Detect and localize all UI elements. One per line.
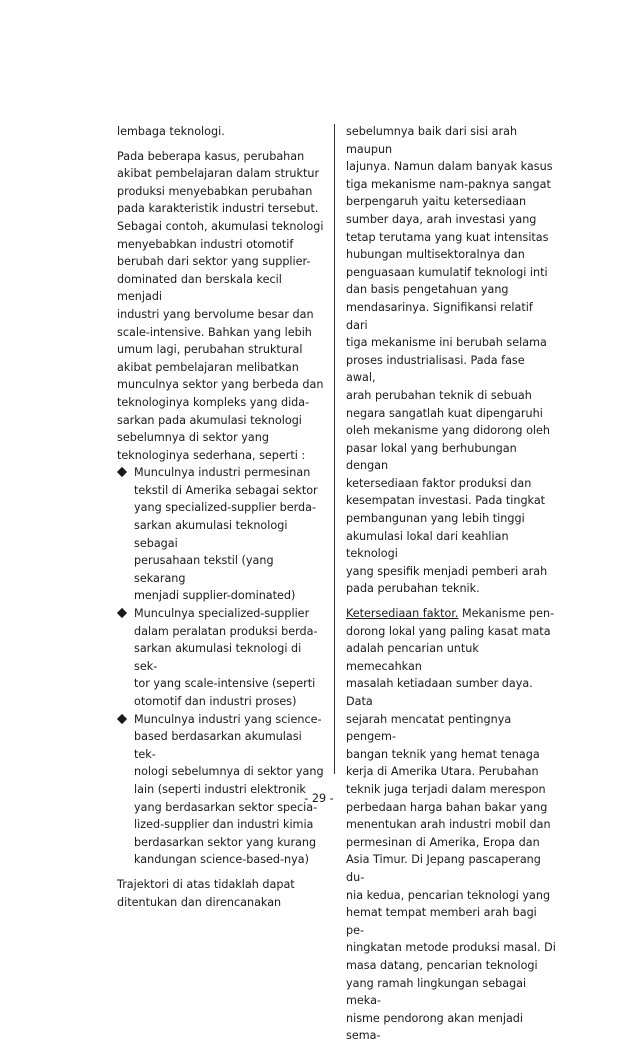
diamond-bullet-icon — [117, 608, 127, 618]
right-paragraph-1: sebelumnya baik dari sisi arah maupun lajunya. Namun dalam banyak kasus tiga mekanisme nam-paknya sangat berpengaruh yaitu ketersediaan sumber daya, arah investasi yang tetap terutama yang kuat intensitas hubungan multisektoralnya dan penguasaan kumulatif teknologi inti dan basis pengetahuan yang mendasarinya. Signifikansi relatif dari tiga mekanisme ini berubah selama proses industrialisasi. Pada fase awal, arah perubahan teknik di sebuah negara sangatlah kuat dipengaruhi oleh mekanisme yang didorong oleh pasar lokal yang berhubungan dengan ketersediaan faktor produksi dan kesempatan investasi. Pada tingkat pembangunan yang lebih tinggi akumulasi lokal dari keahlian teknologi yang spesifik menjadi pemberi arah pada perubahan teknik. — [346, 125, 553, 596]
page-number: - 29 - — [304, 792, 334, 805]
bullet-item — [117, 605, 324, 711]
diamond-bullet-icon — [117, 467, 127, 477]
bullet-text: Munculnya industri yang science- based berdasarkan akumulasi tek- nologi sebelumnya di sektor yang lain (seperti industri elektronik yang berdasarkan sektor specia- lized-supplier dan industri kimia berdasarkan sektor yang kurang kandungan science-based-nya) — [134, 712, 324, 867]
section-heading: Ketersediaan faktor. — [346, 607, 459, 621]
bullet-item — [117, 711, 324, 869]
left-paragraph-2: Pada beberapa kasus, perubahan akibat pembelajaran dalam struktur produksi menyebabkan perubahan pada karakteristik industri tersebut. Sebagai contoh, akumulasi teknologi menyebabkan industri otomotif berubah dari sektor yang supplier- dominated dan berskala kecil menjadi industri yang bervolume besar dan scale-intensive. Bahkan yang lebih umum lagi, perubahan struktural akibat pembelajaran melibatkan munculnya sektor yang berbeda dan teknologinya kompleks yang dida- sarkan pada akumulasi teknologi sebelumnya di sektor yang teknologinya sederhana, seperti : — [117, 149, 324, 462]
diamond-bullet-icon — [117, 714, 127, 724]
bullet-text: Munculnya industri permesinan tekstil di Amerika sebagai sektor yang specialized-supplier berda- sarkan akumulasi teknologi sebagai perusahaan tekstil (yang sekarang menjadi supplier-dominated) — [134, 466, 318, 603]
left-paragraph-3: Trajektori di atas tidaklah dapat ditentukan dan direncanakan — [117, 877, 295, 909]
section-heading-rest: Mekanisme pen- — [458, 607, 555, 621]
right-column — [346, 123, 556, 1045]
left-paragraph-1: lembaga teknologi. — [117, 125, 225, 138]
bullet-text: Munculnya specialized-supplier dalam peralatan produksi berda- sarkan akumulasi teknologi di sek- tor yang scale-intensive (seperti otomotif dan industri proses) — [134, 607, 318, 708]
bullet-list — [117, 464, 324, 869]
right-paragraph-2-body: dorong lokal yang paling kasat mata adalah pencarian untuk memecahkan masalah ketiadaan sumber daya. Data sejarah mencatat pentingnya pengem- bangan teknik yang hemat tenaga kerja di Amerika Utara. Perubahan teknik juga terjadi dalam merespon perbedaan harga bahan bakar yang menentukan arah industri mobil dan permesinan di Amerika, Eropa dan Asia Timur. Di Jepang pascaperang du- nia kedua, pencarian teknologi yang hemat tempat memberi arah bagi pe- ningkatan metode produksi masal. Di masa datang, pencarian teknologi yang ramah lingkungan sebagai meka- nisme pendorong akan menjadi sema- — [346, 624, 556, 1043]
right-paragraph-2 — [346, 605, 556, 1045]
column-divider — [334, 124, 335, 774]
bullet-item — [117, 464, 324, 605]
